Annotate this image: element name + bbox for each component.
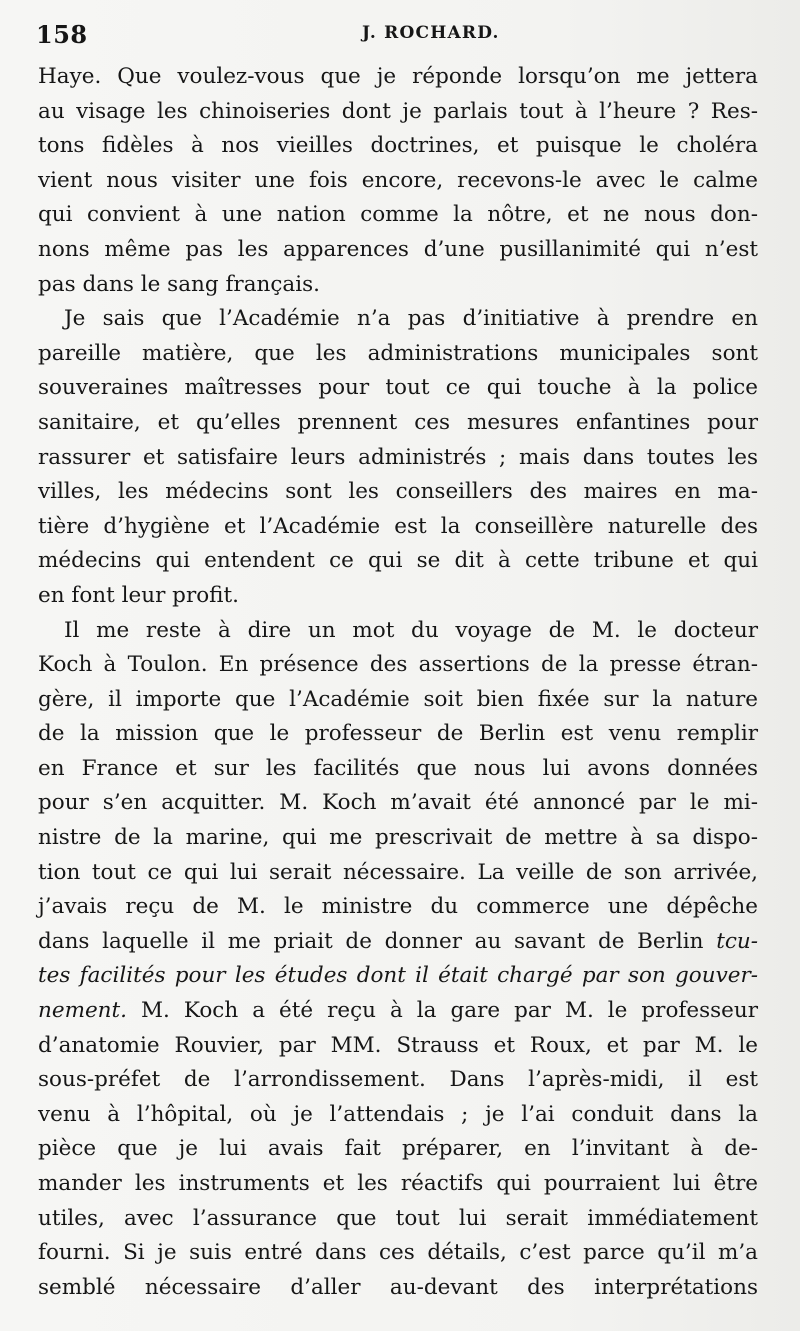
text-line — [38, 510, 758, 545]
text-line — [38, 129, 758, 164]
text-line — [38, 371, 758, 406]
text-line — [38, 164, 758, 199]
text-run: pièce que je lui avais fait préparer, en l’invitant à de- — [38, 1136, 758, 1162]
text-line — [38, 302, 758, 337]
text-line — [38, 1098, 758, 1133]
text-line — [38, 268, 758, 303]
text-line — [38, 683, 758, 718]
text-run: en font leur profit. — [38, 582, 239, 608]
text-line — [38, 1271, 758, 1306]
text-run: utiles, avec l’assurance que tout lui serait immédiatement — [38, 1205, 758, 1231]
text-run: sanitaire, et qu’elles prennent ces mesures enfantines pour — [38, 409, 758, 435]
text-line — [38, 441, 758, 476]
text-line — [38, 198, 758, 233]
text-line — [38, 648, 758, 683]
text-run: pas dans le sang français. — [38, 271, 320, 297]
italic-text: tcu- — [716, 928, 758, 954]
text-run: Koch à Toulon. En présence des assertions de la presse étran- — [38, 652, 758, 678]
text-line — [38, 994, 758, 1029]
text-line — [38, 786, 758, 821]
text-run: Je sais que l’Académie n’a pas d’initiative à prendre en — [64, 306, 758, 332]
text-line — [38, 1167, 758, 1202]
text-run: mander les instruments et les réactifs qui pourraient lui être — [38, 1171, 758, 1196]
text-line — [38, 406, 758, 441]
running-head: J. ROCHARD. — [362, 23, 500, 43]
text-line — [38, 1236, 758, 1271]
text-line — [38, 95, 758, 130]
text-line — [38, 821, 758, 856]
text-line — [38, 890, 758, 925]
text-run: qui convient à une nation comme la nôtre, et ne nous don- — [38, 202, 758, 228]
text-line — [38, 60, 758, 95]
text-line — [38, 544, 758, 579]
text-run: gère, il importe que l’Académie soit bien fixée sur la nature — [38, 686, 758, 712]
text-run: venu à l’hôpital, où je l’attendais ; je l’ai conduit dans la — [38, 1101, 758, 1127]
text-line — [38, 1029, 758, 1064]
text-run: nons même pas les apparences d’une pusillanimité qui n’est — [38, 236, 758, 262]
text-run: au visage les chinoiseries dont je parlais tout à l’heure ? Res- — [38, 98, 758, 124]
text-run: semblé nécessaire d’aller au-devant des interprétations — [38, 1274, 758, 1300]
text-line — [38, 579, 758, 614]
text-line — [38, 475, 758, 510]
text-line — [38, 1063, 758, 1098]
text-line — [38, 856, 758, 891]
text-run: Haye. Que voulez-vous que je réponde lorsqu’on me jettera — [38, 64, 758, 89]
text-run: nistre de la marine, qui me prescrivait de mettre à sa dispo- — [38, 825, 758, 851]
text-run: tière d’hygiène et l’Académie est la conseillère naturelle des — [38, 513, 758, 539]
text-run: d’anatomie Rouvier, par MM. Strauss et Roux, et par M. le — [38, 1032, 758, 1058]
text-run: fourni. Si je suis entré dans ces détails, c’est parce qu’il m’a — [38, 1240, 758, 1266]
text-run: médecins qui entendent ce qui se dit à cette tribune et qui — [38, 548, 758, 574]
text-run: sous-préfet de l’arrondissement. Dans l’après-midi, il est — [38, 1067, 758, 1093]
text-run: en France et sur les facilités que nous lui avons données — [38, 755, 758, 781]
text-line — [38, 752, 758, 787]
text-line — [38, 925, 758, 960]
text-run: M. Koch a été reçu à la gare par M. le professeur — [127, 998, 758, 1024]
italic-text: tes facilités pour les études dont il était chargé par son gouver- — [38, 963, 758, 989]
text-run: villes, les médecins sont les conseillers des maires en ma- — [38, 479, 758, 505]
italic-text: nement. — [38, 998, 128, 1024]
text-line — [38, 233, 758, 268]
text-line — [38, 337, 758, 372]
page-number: 158 — [36, 20, 88, 49]
text-run: Il me reste à dire un mot du voyage de M. le docteur — [64, 617, 758, 643]
text-run: tion tout ce qui lui serait nécessaire. La veille de son arrivée, — [38, 859, 758, 885]
body-text — [38, 60, 758, 1305]
text-line — [38, 959, 758, 994]
text-run: tons fidèles à nos vieilles doctrines, et puisque le choléra — [38, 133, 758, 159]
text-line — [38, 614, 758, 649]
text-run: dans laquelle il me priait de donner au savant de Berlin — [38, 928, 717, 954]
text-run: rassurer et satisfaire leurs administrés ; mais dans toutes les — [38, 444, 758, 470]
text-run: vient nous visiter une fois encore, recevons-le avec le calme — [38, 167, 758, 193]
text-run: pareille matière, que les administrations municipales sont — [38, 340, 758, 366]
text-run: souveraines maîtresses pour tout ce qui touche à la police — [38, 375, 758, 401]
text-line — [38, 1132, 758, 1167]
text-line — [38, 717, 758, 752]
page-header — [36, 20, 766, 52]
text-run: j’avais reçu de M. le ministre du commerce une dépêche — [38, 894, 758, 920]
text-run: de la mission que le professeur de Berlin est venu remplir — [38, 721, 758, 747]
text-run: pour s’en acquitter. M. Koch m’avait été annoncé par le mi- — [38, 790, 758, 816]
text-line — [38, 1202, 758, 1237]
